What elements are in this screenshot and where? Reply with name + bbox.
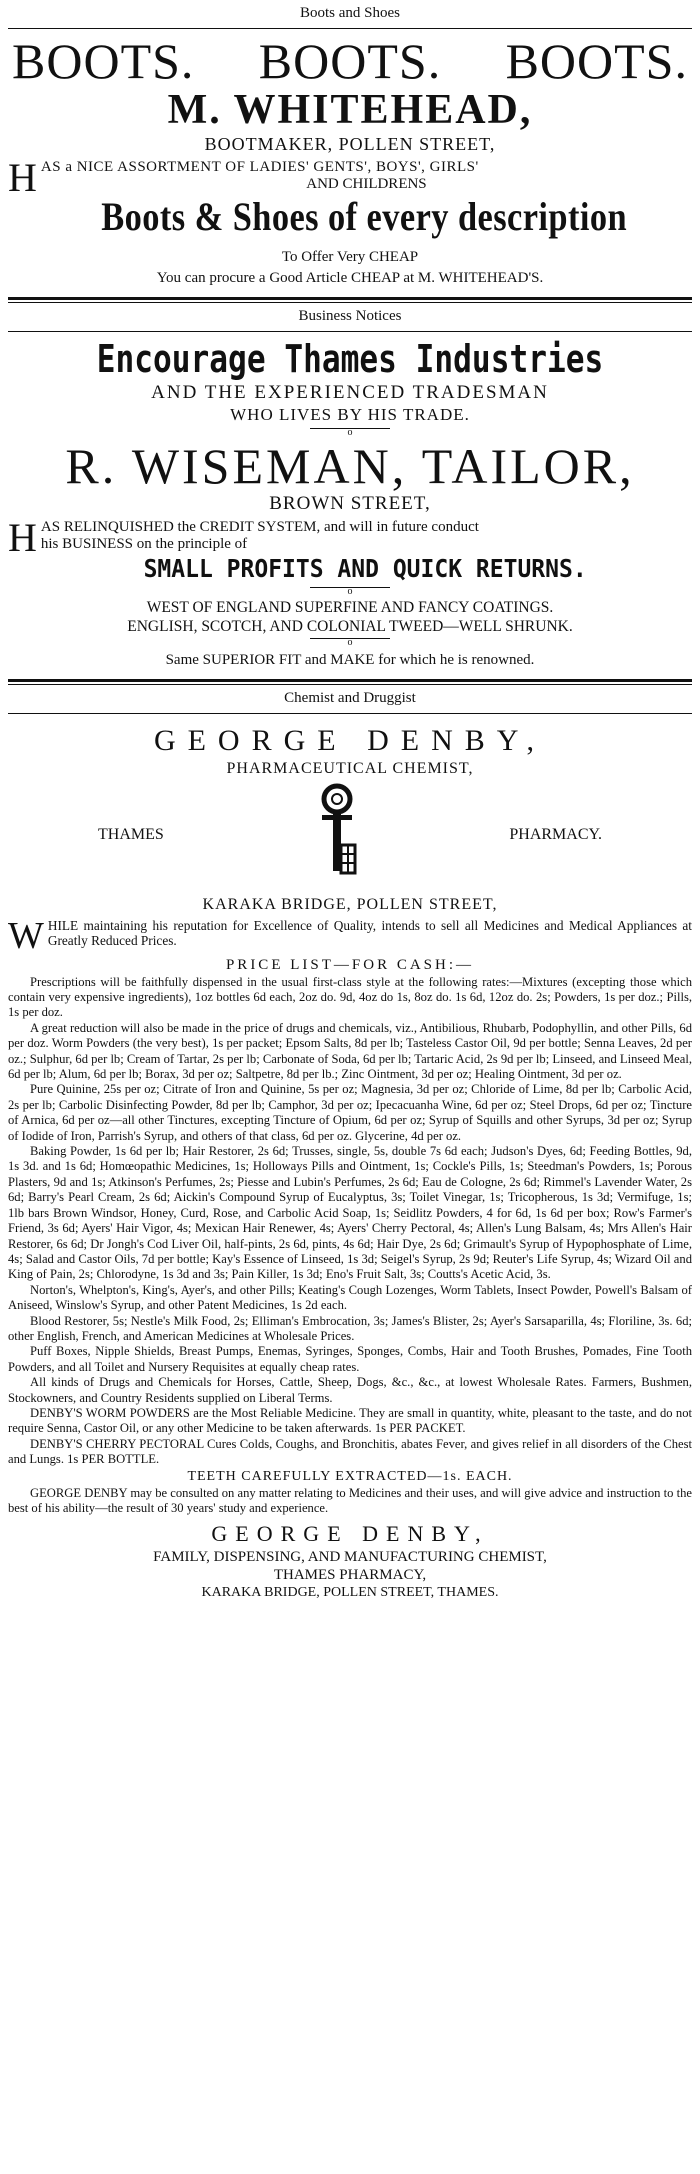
section-divider	[8, 297, 692, 303]
tweed-line: ENGLISH, SCOTCH, AND COLONIAL TWEED—WELL SHRUNK.	[127, 618, 573, 635]
encourage-headline: Encourage Thames Industries	[96, 337, 604, 381]
price-paragraph: Norton's, Whelpton's, King's, Ayer's, and other Pills; Keating's Cough Lozenges, Worm Tablets, Insect Powder, Powell's Balsam of Aniseed, Winslow's Syrup, and other Patent Medicines, 1s 2d each.	[8, 1282, 692, 1313]
denby-address: KARAKA BRIDGE, POLLEN STREET,	[202, 896, 498, 913]
boots-word: BOOTS.	[12, 33, 195, 89]
price-list-body	[8, 975, 692, 1468]
divider	[8, 331, 692, 332]
denby-name: GEORGE DENBY,	[153, 724, 547, 757]
price-paragraph: Puff Boxes, Nipple Shields, Breast Pumps, Enemas, Syringes, Sponges, Combs, Hair and Tooth Brushes, Pomades, Fine Tooth Powders, and all Toilet and Nursery Requisites at equally cheap rates.	[8, 1344, 692, 1374]
price-paragraph: Prescriptions will be faithfully dispensed in the usual first-class style at the following rates:—Mixtures (excepting those which contain very expensive ingredients), 1oz bottles 6d each, 2oz do. 9d, 4oz do 1s, 8oz do. 1s 6d, 12oz do. 2s; Powders, 1s per doz.; Pills, 1s per doz.	[8, 974, 692, 1020]
price-paragraph: Pure Quinine, 25s per oz; Citrate of Iron and Quinine, 5s per oz; Magnesia, 3d per oz; Chloride of Lime, 8d per lb; Carbolic Acid, 2s per lb; Carbolic Disinfecting Powder, 8d per lb; Camphor, 3d per oz; Ipecacuanha Wine, 6d per oz; Steel Drops, 6d per oz; Tincture of Arnica, 6d per oz—all other Tinctures, excepting Tincture of Opium, 6d per oz; Syrup of Squills and other Syrups, 3d per oz; Syrup of Iodide of Iron, Parrish's Syrup, and others of that class, 6d per oz. Glycerine, 4d per oz.	[8, 1082, 692, 1143]
footer-line2: THAMES PHARMACY,	[273, 1567, 427, 1584]
footer-line1: FAMILY, DISPENSING, AND MANUFACTURING CHEMIST,	[153, 1549, 547, 1566]
footer-name: GEORGE DENBY,	[211, 1521, 489, 1547]
thames-word: THAMES	[98, 826, 164, 843]
key-icon	[312, 783, 362, 888]
coatings-line: WEST OF ENGLAND SUPERFINE AND FANCY COATINGS.	[146, 599, 554, 616]
whitehead-paragraph	[8, 155, 692, 200]
price-paragraph: DENBY'S WORM POWDERS are the Most Reliable Medicine. They are small in quantity, white, pleasant to the taste, and do not require Senna, Castor Oil, or any other Medicine to be taken afterwards. 1s PER PACKET.	[8, 1405, 692, 1436]
encourage-wrap	[8, 338, 692, 382]
whitehead-name: M. WHITEHEAD,	[167, 87, 533, 133]
denby-intro-text: HILE maintaining his reputation for Excellence of Quality, intends to sell all Medicines and Medical Appliances at Greatly Reduced Prices.	[47, 918, 692, 949]
boots-desc-wrap	[8, 193, 692, 243]
dropcap-letter: H	[8, 515, 37, 560]
price-paragraph: Baking Powder, 1s 6d per lb; Hair Restorer, 2s 6d; Trusses, single, 5s, double 7s 6d each; Judson's Dyes, 6d; Feeding Bottles, 9d, 1s 3d. and 1s 6d; Homœopathic Medicines, 1s; Holloways Pills and Ointment, 1s; Cockle's Pills, 1s; Steedman's Powders, 1s; Porous Plasters, 9d and 1s; Atkinson's Perfumes, 2s; Piesse and Lubin's Perfumes, 2s 6d; Eau de Cologne, 2s 6d; Rimmel's Lavender Water, 2s 6d; Barry's Pearl Cream, 2s 6d; Aickin's Compound Syrup of Eucalyptus, 3s; Toilet Vinegar, 1s; Tricopherous, 1s 3d; Vermifuge, 1s; 1lb bars Brown Windsor, Honey, Curd, Rose, and Carbolic Acid Soap, 1s; Seidlitz Powders, 4 for 6d, 1s 6d per box; Row's Farmer's Friend, 3s 6d; Ayers' Hair Vigor, 4s; Mexican Hair Renewer, 4s; Ayers' Cherry Pectoral, 4s; Allen's Lung Balsam, 4s; Mrs Allen's Hair Restorer, 6s 6d; Dr Jongh's Cod Liver Oil, half-pints, 2s 6d, pints, 4s 6d; Hair Dye, 2s 6d; Grimault's Syrup of Hypophosphate of Lime, 4s; Salad and Castor Oils, 7d per bottle; Kay's Essence of Linseed, 1s 3d; Seigel's Syrup, 2s 9d; Reuter's Life Syrup, 4s; Wizard Oil and King of Pain, 2s; Chlorodyne, 1s 3d and 3s; Pain Killer, 1s 3d; Eno's Fruit Salt, 3s; Coutts's Acetic Acid, 3s.	[8, 1144, 692, 1282]
wiseman-paragraph	[8, 515, 692, 560]
price-paragraph: Blood Restorer, 5s; Nestle's Milk Food, 2s; Elliman's Embrocation, 3s; James's Blister, 2s; Ayer's Sarsaparilla, 4s; Floriline, 3s. 6d; other English, French, and American Medicines at Wholesale Prices.	[8, 1313, 692, 1343]
business-sub1: AND THE EXPERIENCED TRADESMAN	[151, 382, 549, 403]
newspaper-page	[4, 4, 696, 1602]
divider	[8, 28, 692, 29]
section-divider	[8, 679, 692, 685]
procure-line: You can procure a Good Article CHEAP at M. WHITEHEAD'S.	[156, 270, 544, 286]
same-fit-line: Same SUPERIOR FIT and MAKE for which he is renowned.	[165, 652, 535, 668]
denby-title: PHARMACEUTICAL CHEMIST,	[226, 760, 474, 777]
wiseman-para-line2: his BUSINESS on the principle of	[40, 536, 248, 552]
divider	[8, 713, 692, 714]
section-heading-boots: Boots and Shoes	[299, 5, 400, 21]
business-sub2: WHO LIVES BY HIS TRADE.	[230, 405, 470, 424]
boots-word: BOOTS.	[505, 33, 688, 89]
wiseman-street: BROWN STREET,	[269, 493, 431, 514]
price-paragraph: All kinds of Drugs and Chemicals for Horses, Cattle, Sheep, Dogs, &c., &c., at lowest Wholesale Rates. Farmers, Bushmen, Stockowners, and Country Residents supplied on Liberal Terms.	[8, 1375, 692, 1405]
price-list-heading: PRICE LIST—FOR CASH:—	[225, 956, 475, 973]
consult-paragraph: GEORGE DENBY may be consulted on any matter relating to Medicines and their uses, and will give advice and instruction to the best of his ability—the result of 30 years' study and experience.	[8, 1485, 692, 1515]
wiseman-para-line1: AS RELINQUISHED the CREDIT SYSTEM, and will in future conduct	[40, 519, 479, 535]
slogan: SMALL PROFITS AND QUICK RETURNS.	[143, 554, 587, 583]
boots-description: Boots & Shoes of every description	[101, 194, 628, 239]
small-separator: o	[310, 638, 390, 647]
whitehead-para-line1: AS a NICE ASSORTMENT OF LADIES' GENTS', BOYS', GIRLS'	[40, 159, 479, 175]
small-separator: o	[310, 587, 390, 596]
section-heading-business: Business Notices	[298, 308, 402, 324]
dropcap-letter: H	[8, 155, 37, 200]
pharmacy-word: PHARMACY.	[509, 826, 602, 843]
small-separator: o	[310, 428, 390, 437]
offer-line: To Offer Very CHEAP	[281, 249, 419, 265]
pharmacy-emblem-row	[8, 780, 692, 890]
footer-line3: KARAKA BRIDGE, POLLEN STREET, THAMES.	[201, 1585, 499, 1601]
denby-intro	[8, 915, 692, 957]
boots-headline	[8, 35, 692, 87]
price-paragraph: DENBY'S CHERRY PECTORAL Cures Colds, Coughs, and Bronchitis, abates Fever, and gives relief in all disorders of the Chest and Lungs. 1s PER BOTTLE.	[8, 1436, 692, 1467]
dropcap-letter: W	[8, 915, 44, 957]
boots-word: BOOTS.	[258, 33, 442, 89]
whitehead-trade: BOOTMAKER, POLLEN STREET,	[204, 134, 496, 154]
whitehead-para-line2: AND CHILDRENS	[306, 176, 427, 192]
wiseman-name: R. WISEMAN, TAILOR,	[65, 438, 635, 494]
price-paragraph: A great reduction will also be made in the price of drugs and chemicals, viz., Antibilious, Rhubarb, Podophyllin, and other Pills, 6d per doz. Worm Powders (the very best), 1s per packet; Epsom Salts, 8d per lb; Tasteless Castor Oil, 9d per bottle; Senna Leaves, 2d per oz.; Sulphur, 6d per lb; Cream of Tartar, 2s per lb; Carbonate of Soda, 6d per lb; Tartaric Acid, 2s 9d per lb; Linseed, and Linseed Meal, 6d per lb; Alum, 6d per lb; Borax, 3d per oz; Saltpetre, 8d per lb.; Zinc Ointment, 3d per oz; Healing Ointment, 3d per oz.	[8, 1020, 692, 1082]
section-heading-chemist: Chemist and Druggist	[284, 690, 416, 706]
teeth-line: TEETH CAREFULLY EXTRACTED—1s. EACH.	[187, 1468, 513, 1484]
